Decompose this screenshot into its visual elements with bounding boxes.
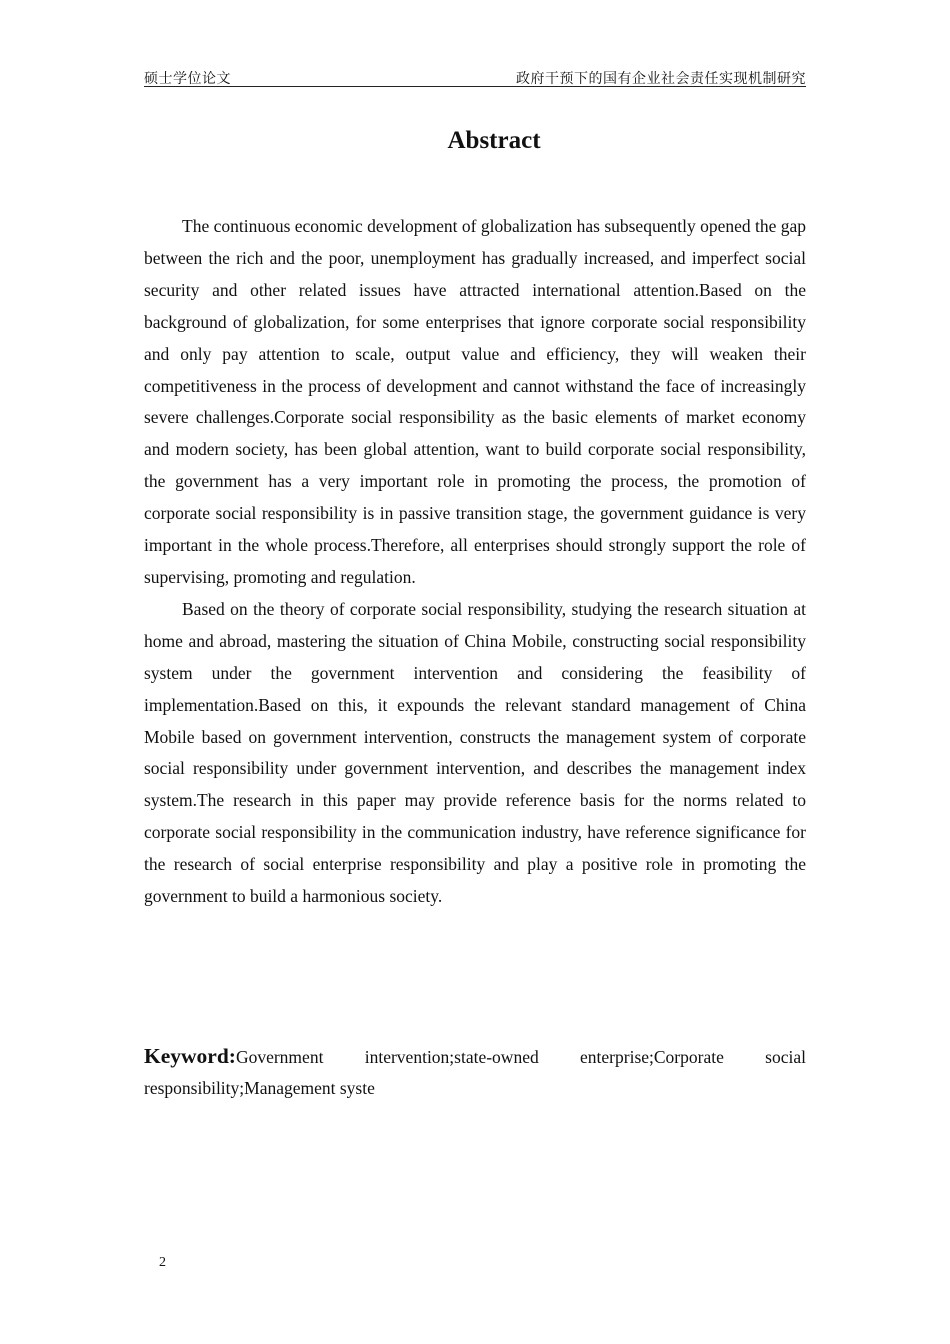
- keyword-line: [144, 1041, 806, 1104]
- running-header: [144, 66, 806, 87]
- abstract-body: [144, 211, 806, 913]
- keyword-text: Government intervention;state-owned enterprise;Corporate social responsibility;Management syste: [144, 1047, 806, 1098]
- header-thesis-type: 硕士学位论文: [144, 71, 231, 87]
- abstract-paragraph-2: Based on the theory of corporate social responsibility, studying the research situation at home and abroad, mastering the situation of China Mobile, constructing social responsibility system under the government intervention and considering the feasibility of implementation.Based on this, it expounds the relevant standard management of China Mobile based on government intervention, constructs the management system of corporate social responsibility under government intervention, and describes the management index system.The research in this paper may provide reference basis for the norms related to corporate social responsibility in the communication industry, have reference significance for the research of social enterprise responsibility and play a positive role in promoting the government to build a harmonious society.: [144, 598, 806, 907]
- header-thesis-title: 政府干预下的国有企业社会责任实现机制研究: [516, 71, 806, 87]
- page-number: 2: [159, 1255, 166, 1270]
- keyword-label: Keyword:: [144, 1044, 236, 1068]
- abstract-title: Abstract: [447, 127, 541, 154]
- abstract-paragraph-1: The continuous economic development of globalization has subsequently opened the gap between the rich and the poor, unemployment has gradually increased, and imperfect social security and other related issues have attracted international attention.Based on the background of globalization, for some enterprises that ignore corporate social responsibility and only pay attention to scale, output value and efficiency, they will weaken their competitiveness in the process of development and cannot withstand the face of increasingly severe challenges.Corporate social responsibility as the basic elements of market economy and modern society, has been global attention, want to build corporate social responsibility, the government has a very important role in promoting the process, the promotion of corporate social responsibility is in passive transition stage, the government guidance is very important in the whole process.Therefore, all enterprises should strongly support the role of supervising, promoting and regulation.: [144, 216, 807, 587]
